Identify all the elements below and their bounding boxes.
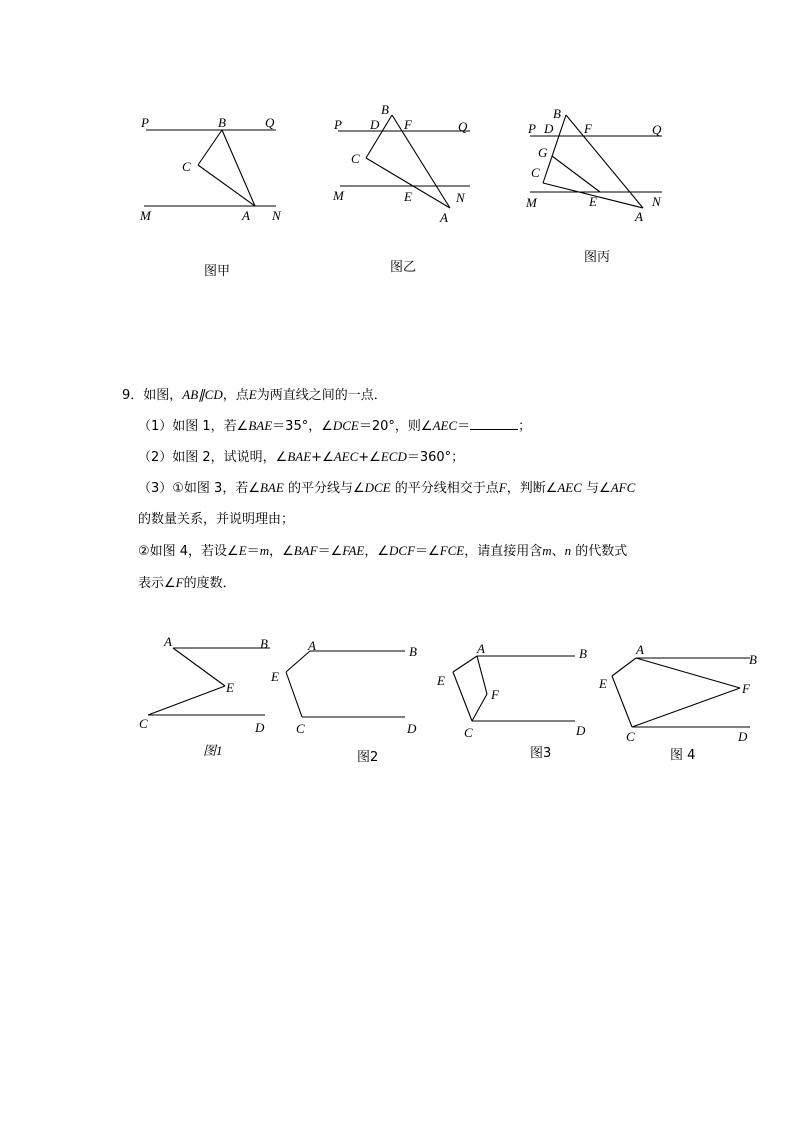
label-e: E: [271, 669, 279, 684]
problem-intro: 9．如图，AB∥CD，点E为两直线之间的一点．: [122, 387, 387, 403]
label-b: B: [381, 102, 389, 117]
label-b: B: [579, 646, 587, 661]
caption-jia: 图甲: [204, 264, 231, 279]
label-e: E: [589, 194, 597, 209]
question-3-part-1-line-2: 的数量关系，并说明理由；: [138, 512, 295, 527]
label-d: D: [407, 721, 417, 736]
label-a: A: [164, 634, 172, 649]
label-e: E: [599, 676, 607, 691]
label-c: C: [464, 725, 473, 740]
question-3-part-1: （3）①如图 3，若∠BAE 的平分线与∠DCE 的平分线相交于点F，判断∠AEC 与∠AFC: [138, 480, 636, 496]
label-m: M: [333, 188, 344, 203]
label-m: M: [526, 195, 537, 210]
label-b: B: [218, 115, 226, 130]
label-f: F: [742, 681, 750, 696]
segment-af: [636, 658, 740, 688]
label-p: P: [528, 121, 536, 136]
caption-fig4: 图 4: [670, 748, 696, 763]
label-m: M: [140, 208, 151, 223]
caption-fig2: 图2: [357, 750, 379, 765]
segment-ec: [612, 676, 632, 727]
label-a: A: [635, 209, 643, 224]
label-d: D: [370, 117, 380, 132]
caption-bing: 图丙: [584, 250, 611, 265]
label-a: A: [440, 210, 448, 225]
label-c: C: [531, 165, 540, 180]
label-c: C: [296, 721, 305, 736]
label-p: P: [141, 115, 149, 130]
label-b: B: [553, 106, 561, 121]
label-g: G: [538, 145, 548, 160]
label-n: N: [272, 208, 281, 223]
label-e: E: [437, 673, 445, 688]
label-c: C: [182, 159, 191, 174]
label-e: E: [226, 680, 234, 695]
label-d: D: [576, 723, 586, 738]
caption-fig1: 图1: [203, 743, 223, 758]
question-3-part-2-line-2: 表示∠F的度数．: [138, 575, 236, 591]
caption-yi: 图乙: [390, 260, 417, 275]
label-a: A: [636, 642, 644, 657]
question-1: （1）如图 1，若∠BAE＝35°，∠DCE＝20°，则∠AEC＝ ；: [138, 418, 532, 434]
label-d: D: [255, 720, 265, 735]
label-a: A: [242, 208, 250, 223]
label-c: C: [139, 716, 148, 731]
label-d: D: [544, 121, 554, 136]
caption-fig3: 图3: [530, 746, 552, 761]
label-d: D: [738, 729, 748, 744]
label-q: Q: [652, 122, 662, 137]
label-a: A: [308, 638, 316, 653]
label-q: Q: [265, 115, 275, 130]
label-n: N: [652, 194, 661, 209]
label-f: F: [491, 687, 499, 702]
label-b: B: [749, 652, 757, 667]
question-2: （2）如图 2，试说明，∠BAE+∠AEC+∠ECD＝360°；: [138, 449, 465, 465]
label-b: B: [409, 644, 417, 659]
label-p: P: [334, 117, 342, 132]
segment-ae: [612, 658, 636, 676]
label-a: A: [477, 641, 485, 656]
label-q: Q: [458, 119, 468, 134]
label-c: C: [351, 151, 360, 166]
label-n: N: [456, 190, 465, 205]
segment-fc: [632, 688, 740, 727]
label-c: C: [626, 729, 635, 744]
label-f: F: [404, 117, 412, 132]
question-3-part-2: ②如图 4，若设∠E＝m，∠BAF＝∠FAE，∠DCF＝∠FCE，请直接用含m、n 的代数式: [138, 543, 628, 559]
label-f: F: [584, 121, 592, 136]
label-e: E: [404, 189, 412, 204]
label-b: B: [260, 636, 268, 651]
